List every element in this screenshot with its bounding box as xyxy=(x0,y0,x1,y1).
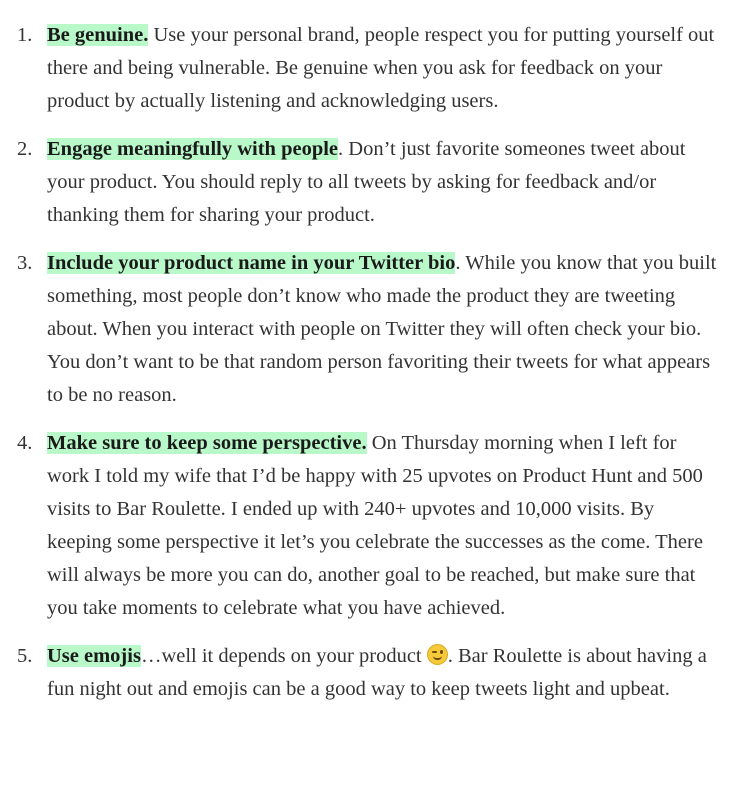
winking-face-icon xyxy=(427,644,448,665)
list-item xyxy=(0,133,732,232)
item-body-text: Use your personal brand, people respect you for putting yourself out there and being vulnerable. Be genuine when you ask for feedback on your product by actually listening and acknowledging users. xyxy=(47,24,715,112)
item-body-text: . Bar Roulette is about having a fun night out and emojis can be a good way to keep tweets light and upbeat. xyxy=(47,645,707,700)
item-body-text: …well it depends on your product xyxy=(140,645,427,667)
list-number: 5. xyxy=(17,645,33,667)
list-number: 4. xyxy=(17,432,33,454)
list-item xyxy=(0,19,732,118)
highlighted-title: Make sure to keep some perspective. xyxy=(47,432,367,454)
list-number: 3. xyxy=(17,252,33,274)
item-body-text: On Thursday morning when I left for work I told my wife that I’d be happy with 25 upvotes on Product Hunt and 500 visits to Bar Roulette. I ended up with 240+ upvotes and 10,000 visits. By keeping some perspective it let’s you celebrate the successes as the come. There will always be more you can do, another goal to be reached, but make sure that you take moments to celebrate what you have achieved. xyxy=(47,432,703,619)
highlighted-title: Use emojis xyxy=(47,645,141,667)
list-item xyxy=(0,247,732,412)
highlighted-title: Engage meaningfully with people xyxy=(47,138,339,160)
list-number: 2. xyxy=(17,138,33,160)
highlighted-title: Include your product name in your Twitter bio xyxy=(47,252,456,274)
highlighted-title: Be genuine. xyxy=(47,24,149,46)
list-item xyxy=(0,427,732,625)
item-body-text: . Don’t just favorite someones tweet about your product. You should reply to all tweets by asking for feedback and/or thanking them for sharing your product. xyxy=(47,138,686,226)
item-body-text: . While you know that you built something, most people don’t know who made the product they are tweeting about. When you interact with people on Twitter they will often check your bio. You don’t want to be that random person favoriting their tweets for what appears to be no reason. xyxy=(47,252,717,406)
list-item xyxy=(0,640,732,706)
list-number: 1. xyxy=(17,24,33,46)
